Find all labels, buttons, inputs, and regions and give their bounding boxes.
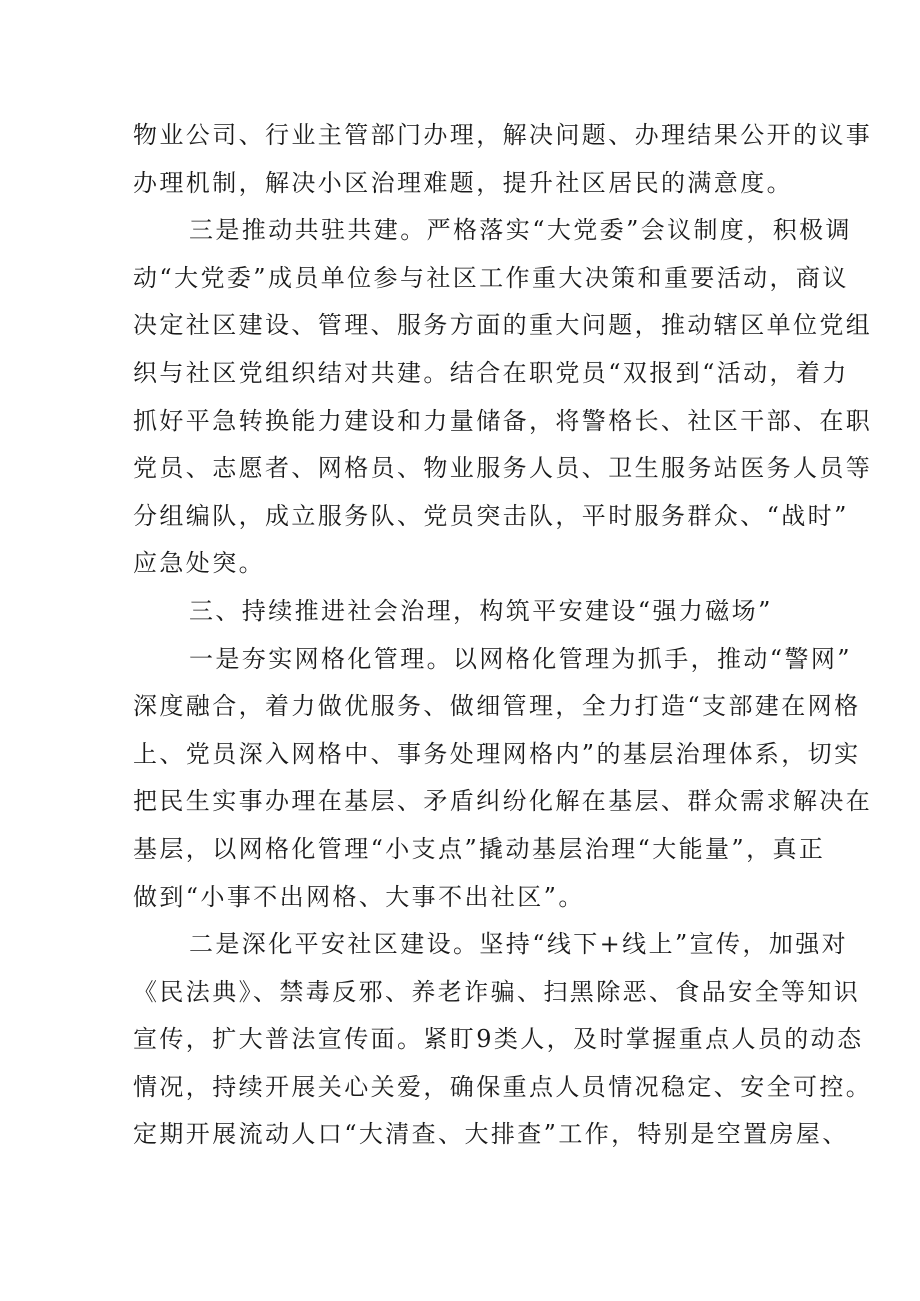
paragraph-p2 <box>133 207 873 588</box>
text-line: 织与社区党组织结对共建。结合在职党员“双报到“活动，着力 <box>133 358 849 387</box>
section-heading <box>133 588 793 636</box>
text-line: 动“大党委”成员单位参与社区工作重大决策和重要活动，商议 <box>133 263 849 292</box>
text-line: 办理机制，解决小区治理难题，提升社区居民的满意度。 <box>133 168 793 197</box>
paragraph-p1 <box>133 112 873 207</box>
text-line: 宣传，扩大普法宣传面。紧盯9类人，及时掌握重点人员的动态 <box>133 1025 864 1054</box>
text-line: 三是推动共驻共建。严格落实“大党委”会议制度，积极调 <box>189 216 852 245</box>
paragraph-p3 <box>133 636 873 922</box>
document-body <box>133 112 873 1159</box>
text-line: 一是夯实网格化管理。以网格化管理为抓手，推动“警网” <box>189 644 852 673</box>
heading-line: 三、持续推进社会治理，构筑平安建设“强力磁场” <box>189 596 773 625</box>
text-line: 基层，以网格化管理“小支点”撬动基层治理“大能量”，真正 <box>133 834 826 863</box>
text-line: 《民法典》、禁毒反邪、养老诈骗、扫黑除恶、食品安全等知识 <box>133 977 861 1006</box>
text-line: 物业公司、行业主管部门办理，解决问题、办理结果公开的议事 <box>133 121 873 149</box>
text-line: 二是深化平安社区建设。坚持“线下+线上”宣传，加强对 <box>189 930 849 959</box>
text-line: 上、党员深入网格中、事务处理网格内”的基层治理体系，切实 <box>133 739 861 768</box>
text-line: 情况，持续开展关心关爱，确保重点人员情况稳定、安全可控。 <box>133 1072 873 1101</box>
text-line: 做到“小事不出网格、大事不出社区”。 <box>133 882 585 911</box>
text-line: 抓好平急转换能力建设和力量储备，将警格长、社区干部、在职 <box>133 406 873 435</box>
text-line: 把民生实事办理在基层、矛盾纠纷化解在基层、群众需求解决在 <box>133 787 873 816</box>
text-line: 深度融合，着力做优服务、做细管理，全力打造“支部建在网格 <box>133 692 861 721</box>
text-line: 党员、志愿者、网格员、物业服务人员、卫生服务站医务人员等 <box>133 454 873 483</box>
text-line: 决定社区建设、管理、服务方面的重大问题，推动辖区单位党组 <box>133 311 873 340</box>
text-line: 分组编队，成立服务队、党员突击队，平时服务群众、“战时” <box>133 501 849 530</box>
text-line: 定期开展流动人口“大清查、大排查”工作，特别是空置房屋、 <box>133 1120 849 1149</box>
paragraph-p4 <box>133 921 873 1159</box>
text-line: 应急处突。 <box>133 549 265 578</box>
